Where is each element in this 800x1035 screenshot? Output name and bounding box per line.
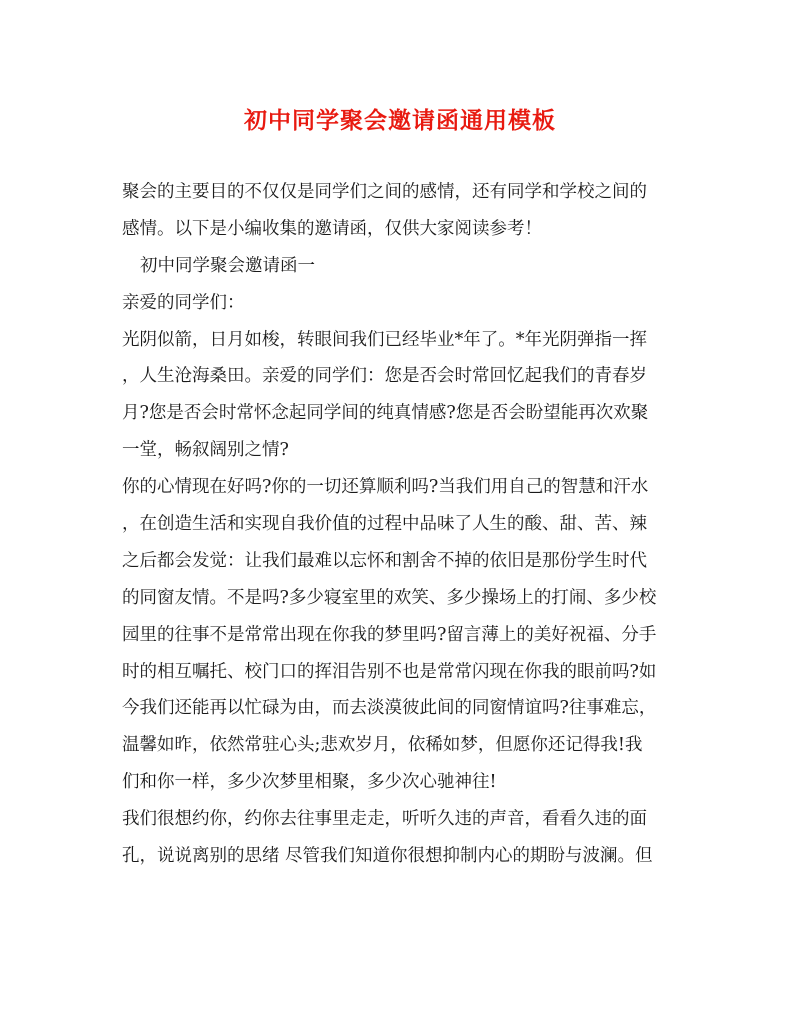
text-line: 我们很想约你，约你去往事里走走，听听久违的声音，看看久违的面 [122,809,647,830]
text-line: 之后都会发觉：让我们最难以忘怀和割舍不掉的依旧是那份学生时代 [122,550,647,571]
text-line: 园里的往事不是常常出现在你我的梦里吗?留言薄上的美好祝福、分手 [122,624,657,645]
text-line: 聚会的主要目的不仅仅是同学们之间的感情，还有同学和学校之间的 [122,182,647,202]
text-line: 感情。以下是小编收集的邀请函，仅供大家阅读参考！ [122,218,542,239]
document-body [122,174,682,875]
text-line: 孔，说说离别的思绪 尽管我们知道你很想抑制内心的期盼与波澜。但 [122,846,653,867]
section-heading: 初中同学聚会邀请函一 [140,255,315,276]
text-line: 们和你一样，多少次梦里相聚，多少次心驰神往! [122,772,497,793]
text-line: 一堂，畅叙阔别之情? [122,440,289,461]
text-line: 月?您是否会时常怀念起同学间的纯真情感?您是否会盼望能再次欢聚 [122,403,649,424]
text-line: 温馨如昨，依然常驻心头;悲欢岁月，依稀如梦，但愿你还记得我!我 [122,735,643,756]
salutation: 亲爱的同学们： [122,292,245,313]
text-line: 光阴似箭，日月如梭，转眼间我们已经毕业*年了。*年光阴弹指一挥 [122,329,647,350]
text-line: ，人生沧海桑田。亲爱的同学们：您是否会时常回忆起我们的青春岁 [122,366,647,387]
text-line: ，在创造生活和实现自我价值的过程中品味了人生的酸、甜、苦、辣 [122,514,647,535]
text-line: 的同窗友情。不是吗?多少寝室里的欢笑、多少操场上的打闹、多少校 [122,587,657,608]
text-line: 时的相互嘱托、校门口的挥泪告别不也是常常闪现在你我的眼前吗?如 [122,661,657,682]
text-line: 你的心情现在好吗?你的一切还算顺利吗?当我们用自己的智慧和汗水 [122,477,649,498]
text-line: 今我们还能再以忙碌为由，而去淡漠彼此间的同窗情谊吗?往事难忘， [122,698,657,719]
document-title: 初中同学聚会邀请函通用模板 [244,107,556,134]
